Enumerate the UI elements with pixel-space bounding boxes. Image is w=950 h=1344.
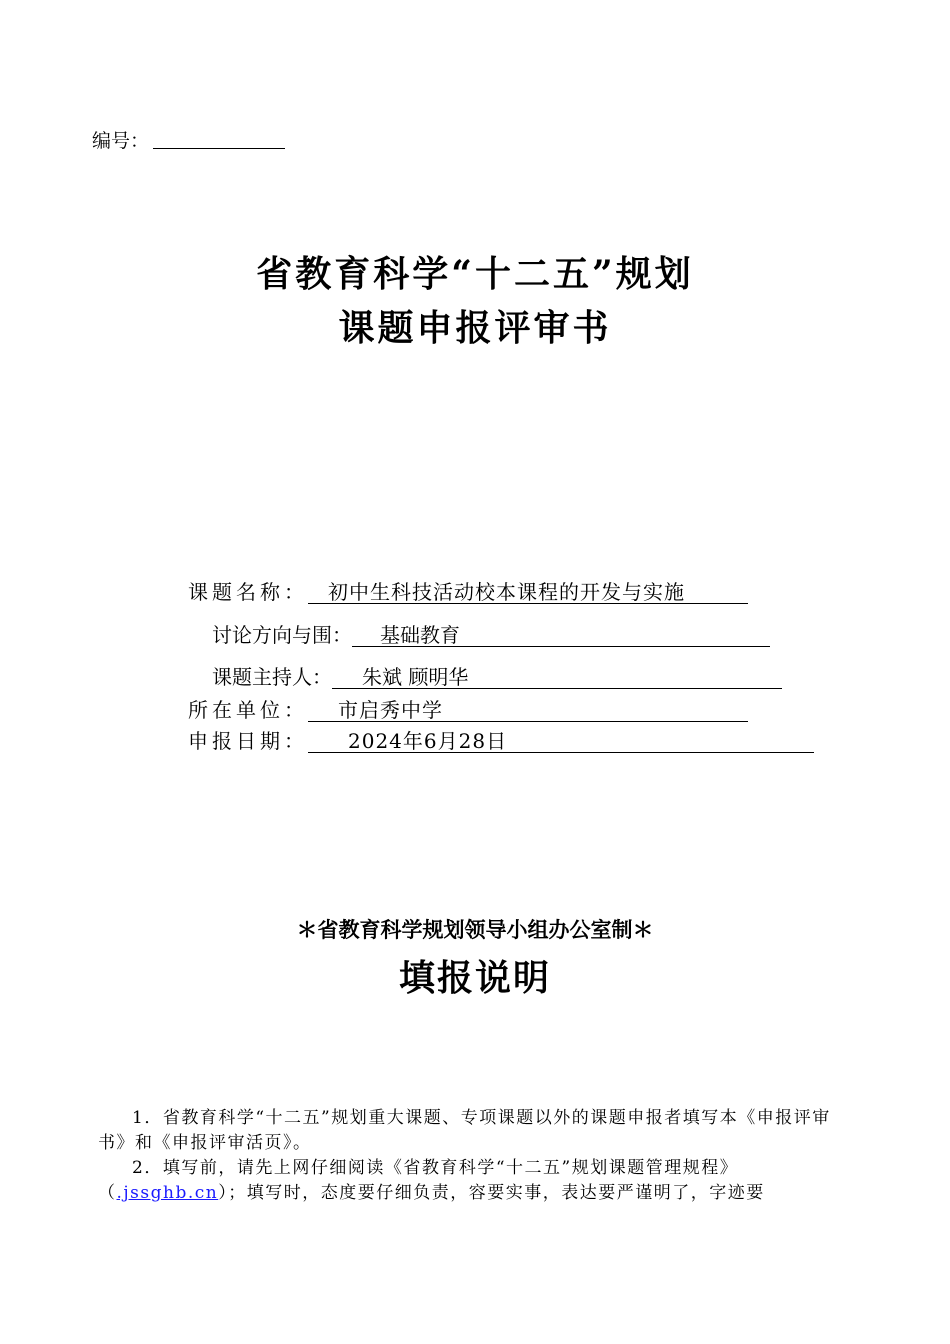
field-label: 讨论方向与围： — [212, 623, 352, 647]
field-host — [212, 663, 782, 691]
field-value: 基础教育 — [352, 621, 770, 647]
instruction-text: 2．填写前，请先上网仔细阅读《省教育科学“十二五”规划课题管理规程》（ — [98, 1158, 739, 1203]
instruction-item-1: 1．省教育科学“十二五”规划重大课题、专项课题以外的课题申报者填写本《申报评审书》和《申报评审活页》。 — [98, 1108, 831, 1153]
field-label: 所在单位： — [188, 698, 308, 722]
instructions-heading: 填报说明 — [398, 957, 551, 999]
instruction-item-2 — [98, 1156, 858, 1206]
document-title-line1: 省教育科学“十二五”规划 — [256, 253, 694, 295]
serial-number — [92, 126, 285, 153]
field-value: 市启秀中学 — [308, 696, 748, 722]
field-label: 课题名称： — [188, 580, 308, 604]
field-date — [188, 727, 814, 755]
document-title-line2: 课题申报评审书 — [338, 307, 612, 349]
field-value: 初中生科技活动校本课程的开发与实施 — [308, 578, 748, 604]
instruction-text: ）；填写时，态度要仔细负责，容要实事，表达要严谨明了，字迹要 — [218, 1183, 765, 1203]
serial-blank[interactable] — [153, 130, 285, 149]
field-value: 朱斌 顾明华 — [332, 663, 782, 689]
field-value: 2024年6月28日 — [308, 727, 814, 753]
field-unit — [188, 696, 748, 724]
field-topic-name — [188, 578, 748, 606]
website-link[interactable]: .jssghb.cn — [116, 1183, 219, 1203]
field-research-direction — [212, 621, 770, 649]
field-label: 课题主持人： — [212, 665, 332, 689]
serial-label: 编号： — [92, 130, 150, 152]
issuing-office: ＊省教育科学规划领导小组办公室制＊ — [296, 917, 654, 942]
field-label: 申报日期： — [188, 729, 308, 753]
